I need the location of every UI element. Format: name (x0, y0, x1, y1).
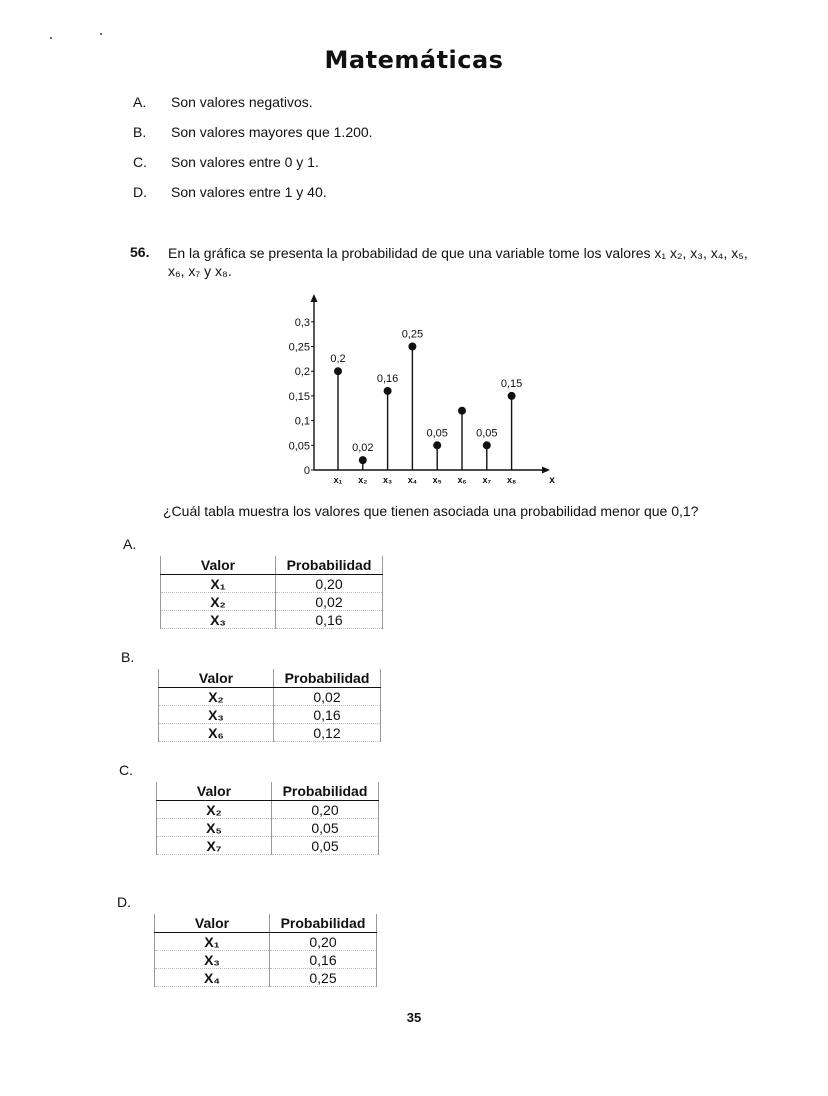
answer-letter-a: A. (123, 536, 137, 552)
x-tick-label: x₃ (383, 475, 393, 485)
table-row (157, 837, 379, 855)
header-probabilidad: Probabilidad (272, 782, 379, 801)
header-valor: Valor (155, 914, 270, 933)
stem-point (483, 441, 491, 449)
page-title: Matemáticas (324, 46, 504, 74)
probability-cell: 0,16 (270, 951, 377, 969)
probability-cell: 0,05 (272, 819, 379, 837)
answer-letter-d: D. (117, 894, 131, 910)
table-row (159, 724, 381, 742)
question-prompt: ¿Cuál tabla muestra los valores que tienen asociada una probabilidad menor que 0,1? (163, 503, 699, 519)
header-probabilidad: Probabilidad (274, 669, 381, 688)
stem-point (408, 343, 416, 351)
header-valor: Valor (159, 669, 274, 688)
stem-point (508, 392, 516, 400)
x-tick-label: x₆ (457, 475, 467, 485)
x-axis-arrow (542, 467, 550, 474)
probability-cell: 0,25 (270, 969, 377, 987)
option-letter: C. (133, 154, 147, 170)
data-label: 0,05 (426, 427, 448, 440)
y-tick-label: 0,1 (294, 415, 310, 428)
option-text: Son valores mayores que 1.200. (171, 124, 373, 140)
y-tick-label: 0,2 (294, 366, 310, 379)
table-row (157, 801, 379, 819)
stem-point (334, 367, 342, 375)
value-cell: X₃ (155, 951, 270, 969)
probability-cell: 0,12 (274, 724, 381, 742)
x-axis-label: x (549, 475, 555, 486)
y-tick-label: 0,3 (294, 316, 310, 329)
option-text: Son valores entre 0 y 1. (171, 154, 319, 170)
question-intro: En la gráfica se presenta la probabilidad de que una variable tome los valores x₁ x₂, x₃, x₄, x₅, x₆, x₇ y x₈. (168, 245, 748, 279)
value-cell: X₄ (155, 969, 270, 987)
option-letter: D. (133, 184, 147, 200)
value-cell: X₁ (161, 575, 276, 593)
data-label: 0,16 (376, 372, 399, 385)
table-row (159, 688, 381, 706)
probability-chart (0, 0, 828, 500)
probability-cell: 0,16 (274, 706, 381, 724)
x-tick-label: x₂ (358, 475, 368, 485)
x-tick-label: x₅ (432, 475, 442, 485)
probability-cell: 0,16 (276, 611, 383, 629)
answer-table-d (154, 914, 377, 987)
value-cell: X₆ (159, 724, 274, 742)
table-row (159, 706, 381, 724)
probability-cell: 0,02 (276, 593, 383, 611)
data-label: 0,02 (352, 442, 374, 455)
probability-cell: 0,20 (272, 801, 379, 819)
header-valor: Valor (161, 556, 276, 575)
x-tick-label: x₈ (506, 475, 517, 485)
answer-letter-c: C. (119, 762, 133, 778)
x-tick-label: x₁ (333, 475, 343, 485)
y-tick-label: 0,25 (288, 341, 310, 354)
header-valor: Valor (157, 782, 272, 801)
stem-point (384, 387, 392, 395)
value-cell: X₃ (159, 706, 274, 724)
value-cell: X₂ (161, 593, 276, 611)
table-row (161, 611, 383, 629)
answer-table-b (158, 669, 381, 742)
header-probabilidad: Probabilidad (270, 914, 377, 933)
option-letter: B. (133, 124, 147, 140)
probability-cell: 0,20 (276, 575, 383, 593)
x-tick-label: x₄ (407, 475, 418, 485)
table-row (155, 969, 377, 987)
option-text: Son valores negativos. (171, 94, 313, 110)
header-probabilidad: Probabilidad (276, 556, 383, 575)
question-number: 56. (130, 244, 150, 260)
table-row (161, 593, 383, 611)
table-row (157, 819, 379, 837)
data-label: 0,15 (500, 377, 523, 390)
stem-point (458, 407, 466, 415)
page-number: 35 (406, 1010, 422, 1025)
data-label: 0,2 (330, 353, 346, 366)
probability-cell: 0,02 (274, 688, 381, 706)
probability-cell: 0,05 (272, 837, 379, 855)
stem-point (359, 456, 367, 464)
value-cell: X₂ (159, 688, 274, 706)
option-letter: A. (133, 94, 147, 110)
option-text: Son valores entre 1 y 40. (171, 184, 327, 200)
table-row (155, 951, 377, 969)
data-label: 0,25 (401, 328, 424, 341)
table-row (161, 575, 383, 593)
answer-table-c (156, 782, 379, 855)
answer-table-a (160, 556, 383, 629)
y-tick-label: 0 (303, 465, 310, 477)
value-cell: X₇ (157, 837, 272, 855)
y-axis-arrow (311, 294, 318, 302)
stem-point (433, 441, 441, 449)
probability-cell: 0,20 (270, 933, 377, 951)
x-tick-label: x₇ (482, 475, 492, 485)
data-label: 0,05 (476, 427, 498, 440)
table-row (155, 933, 377, 951)
y-tick-label: 0,05 (288, 440, 310, 453)
value-cell: X₂ (157, 801, 272, 819)
value-cell: X₃ (161, 611, 276, 629)
value-cell: X₅ (157, 819, 272, 837)
answer-letter-b: B. (121, 649, 135, 665)
y-tick-label: 0,15 (288, 390, 310, 403)
value-cell: X₁ (155, 933, 270, 951)
